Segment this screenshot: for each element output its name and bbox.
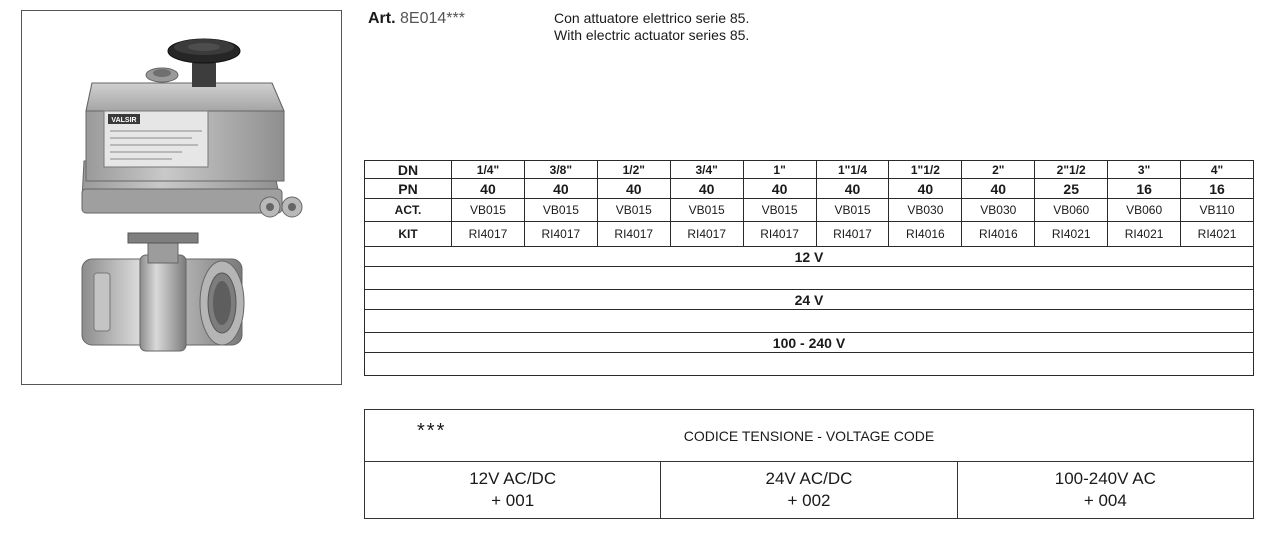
spec-cell: 40 — [524, 179, 597, 199]
spec-cell: RI4017 — [816, 222, 889, 247]
voltage-option-label: 24V AC/DC — [765, 469, 853, 488]
voltage-section-label: 100 - 240 V — [365, 333, 1254, 353]
spec-cell: VB015 — [452, 199, 525, 222]
spec-cell: 1/4" — [452, 161, 525, 179]
voltage-code-options — [365, 462, 1253, 518]
spec-cell: VB110 — [1181, 199, 1254, 222]
blank-cell — [365, 267, 1254, 290]
voltage-option-code: + 002 — [787, 491, 831, 510]
spec-cell: VB030 — [889, 199, 962, 222]
spec-row-header: ACT. — [365, 199, 452, 222]
article-label: Art. — [368, 10, 396, 27]
spec-cell: RI4017 — [524, 222, 597, 247]
spec-row-pn — [365, 179, 1254, 199]
blank-cell — [365, 353, 1254, 376]
spec-cell: VB060 — [1035, 199, 1108, 222]
spec-row-dn — [365, 161, 1254, 179]
blank-cell — [365, 310, 1254, 333]
spec-cell: 40 — [889, 179, 962, 199]
article-code: 8E014*** — [400, 10, 465, 27]
electric-ball-valve-illustration — [22, 11, 340, 383]
spec-cell: RI4021 — [1035, 222, 1108, 247]
spec-cell: 2" — [962, 161, 1035, 179]
voltage-option-label: 100-240V AC — [1054, 469, 1156, 488]
spec-row-header: DN — [365, 161, 452, 179]
spec-cell: 40 — [743, 179, 816, 199]
voltage-section-blank-row — [365, 310, 1254, 333]
voltage-section-row — [365, 247, 1254, 267]
voltage-option-code: + 004 — [1083, 491, 1127, 510]
voltage-code-stars: *** — [417, 420, 447, 442]
brand-logo: VALSIR — [111, 117, 137, 124]
spec-cell: 4" — [1181, 161, 1254, 179]
spec-cell: VB015 — [597, 199, 670, 222]
spec-cell: 16 — [1108, 179, 1181, 199]
spec-cell: 40 — [452, 179, 525, 199]
description-it: Con attuatore elettrico serie 85. — [554, 10, 750, 26]
spec-cell: 1"1/4 — [816, 161, 889, 179]
voltage-option-code: + 001 — [491, 491, 535, 510]
spec-row-act — [365, 199, 1254, 222]
voltage-option-label: 12V AC/DC — [469, 469, 557, 488]
spec-cell: RI4021 — [1108, 222, 1181, 247]
spec-cell: 3" — [1108, 161, 1181, 179]
spec-cell: 40 — [816, 179, 889, 199]
voltage-section-blank-row — [365, 267, 1254, 290]
spec-row-kit — [365, 222, 1254, 247]
voltage-section-blank-row — [365, 353, 1254, 376]
voltage-section-label: 24 V — [365, 290, 1254, 310]
spec-cell: 3/8" — [524, 161, 597, 179]
description — [554, 10, 749, 44]
product-photo — [21, 10, 342, 385]
spec-cell: RI4021 — [1181, 222, 1254, 247]
spec-cell: RI4017 — [597, 222, 670, 247]
voltage-section-label: 12 V — [365, 247, 1254, 267]
spec-cell: RI4016 — [962, 222, 1035, 247]
spec-cell: VB030 — [962, 199, 1035, 222]
voltage-code-title: CODICE TENSIONE - VOLTAGE CODE — [365, 410, 1253, 462]
spec-cell: 3/4" — [670, 161, 743, 179]
spec-cell: VB060 — [1108, 199, 1181, 222]
spec-cell: RI4016 — [889, 222, 962, 247]
spec-cell: VB015 — [524, 199, 597, 222]
spec-cell: 40 — [962, 179, 1035, 199]
spec-cell: 2"1/2 — [1035, 161, 1108, 179]
voltage-section-row — [365, 333, 1254, 353]
spec-cell: 1"1/2 — [889, 161, 962, 179]
spec-cell: 40 — [597, 179, 670, 199]
description-en: With electric actuator series 85. — [554, 27, 750, 43]
spec-table — [364, 160, 1254, 376]
spec-row-header: PN — [365, 179, 452, 199]
voltage-code-box — [364, 409, 1254, 519]
spec-cell: RI4017 — [452, 222, 525, 247]
voltage-option-100-240v — [957, 462, 1253, 518]
spec-cell: 25 — [1035, 179, 1108, 199]
voltage-option-24v — [660, 462, 956, 518]
spec-cell: RI4017 — [743, 222, 816, 247]
article-title — [368, 10, 465, 28]
spec-cell: 1" — [743, 161, 816, 179]
spec-cell: RI4017 — [670, 222, 743, 247]
voltage-option-12v — [365, 462, 660, 518]
voltage-section-row — [365, 290, 1254, 310]
spec-cell: 40 — [670, 179, 743, 199]
spec-cell: 16 — [1181, 179, 1254, 199]
spec-cell: VB015 — [816, 199, 889, 222]
spec-cell: 1/2" — [597, 161, 670, 179]
spec-row-header: KIT — [365, 222, 452, 247]
spec-cell: VB015 — [670, 199, 743, 222]
spec-cell: VB015 — [743, 199, 816, 222]
